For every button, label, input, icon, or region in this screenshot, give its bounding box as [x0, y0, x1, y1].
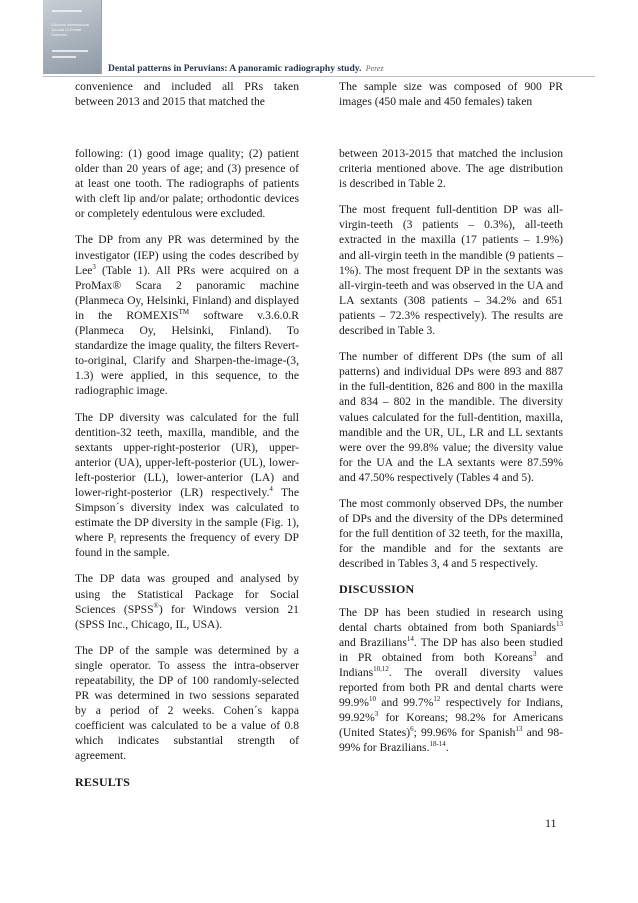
paragraph: The most commonly observed DPs, the number of DPs and the diversity of the DPs determined for the full dentition of 32 teeth, for the maxilla, for the mandible and for the sextants are described in Tables 3, 4 and 5 respectively. [339, 496, 563, 571]
paragraph: between 2013-2015 that matched the inclusion criteria mentioned above. The age distribution is described in Table 2. [339, 147, 563, 191]
journal-cover-text: Odovtos International Journal of Dental Sciences [51, 22, 90, 37]
left-column [75, 146, 299, 797]
section-heading-results: RESULTS [75, 774, 130, 789]
header-divider [43, 76, 595, 77]
paragraph: The DP from any PR was determined by the investigator (IEP) using the codes described by Lee$^3$ (Table 1). All PRs were acquired on a ProMax® Scara 2 panoramic machine (Planmeca Oy, Helsinki, Finland) and displayed in the ROMEXIS™ software v.3.6.0.R (Planmeca Oy, Helsinki, Finland). To standardize the image quality, the filters Revert-to-original, Clarify and Sharpen-the-image-(3, 1.3) were applied, in this sequence, to the radiographic image. [75, 233, 299, 398]
paragraph: The most frequent full-dentition DP was all-virgin-teeth (3 patients – 0.3%), all-teeth extracted in the maxilla (17 patients – 1.9%) and all-virgin teeth in the mandible (9 patients – 1%). The most frequent DP in the sextants was all-virgin-teeth and was observed in the UA and LA sextants (308 patients – 34.2% and 651 patients – 72.3% respectively). The results are described in Table 3. [339, 203, 563, 338]
paragraph: The sample size was composed of 900 PR images (450 male and 450 females) taken [339, 80, 563, 109]
header-title: Dental patterns in Peruvians: A panoramic radiography study. [108, 64, 362, 74]
section-heading-discussion: DISCUSSION [339, 582, 415, 597]
journal-cover-thumbnail [43, 0, 102, 74]
paragraph: convenience and included all PRs taken between 2013 and 2015 that matched the [75, 80, 299, 109]
paragraph: The DP of the sample was determined by a single operator. To assess the intra-observer repeatability, the DP of 100 randomly-selected PR was determined in two sessions separated by a period of 2 weeks. Cohen´s kappa coefficient was calculated to be a value of 0.8 which indicates substantial strength of agreement. [75, 643, 299, 763]
right-column [339, 146, 563, 766]
cover-decoration [52, 50, 88, 52]
page-number: 11 [545, 816, 557, 830]
running-header [108, 64, 384, 74]
paragraph: The DP data was grouped and analysed by using the Statistical Package for Social Sciences (SPSS®) for Windows version 21 (SPSS Inc., Chicago, IL, USA). [75, 572, 299, 631]
right-column-top [339, 79, 563, 120]
cover-decoration [52, 10, 82, 12]
paragraph: The number of different DPs (the sum of all patterns) and individual DPs were 893 and 887 in the full-dentition, 826 and 800 in the maxilla and 834 – 802 in the mandible. The diversity values calculated for the full-dentition, maxilla, mandible and the UR, UL, LR and LL sextants were over the 99.8% value; the diversity value for the UA and the LA sextants were 87.59% and 47.50% respectively (Tables 4 and 5). [339, 350, 563, 484]
paragraph: following: (1) good image quality; (2) patient older than 20 years of age; and (3) presence of at least one tooth. The radiographs of patients with cleft lip and/or palate; orthodontic devices or completely edentulous were excluded. [75, 147, 299, 221]
cover-decoration [52, 56, 76, 58]
paragraph: The DP has been studied in research using dental charts obtained from both Spaniards$^{13}$ and Brazilians$^{14}$. The DP has also been studied in PR obtained from both Koreans$^3$ and Indians$^{10,12}$. The overall diversity values reported from both PR and dental charts were 99.9%$^{10}$ and 99.7%$^{12}$ respectively for Indians, 99.92%$^3$ for Koreans; 98.2% for Americans (United States)$^6$; 99.96% for Spanish$^{13}$ and 98-99% for Brazilians.$^{18-14}$. [339, 605, 563, 755]
header-author: Perez [365, 64, 384, 73]
paragraph: The DP diversity was calculated for the full dentition-32 teeth, maxilla, mandible, and the sextants upper-right-posterior (UR), upper-anterior (UA), upper-left-posterior (UL), lower-left-posterior (LL), lower-anterior (LA) and lower-right-posterior (LR) respectively.$^4$ The Simpson´s diversity index was calculated to estimate the DP diversity in the sample (Fig. 1), where $P_i$ represents the frequency of every DP found in the sample. [75, 410, 300, 560]
left-column-top [75, 79, 299, 120]
